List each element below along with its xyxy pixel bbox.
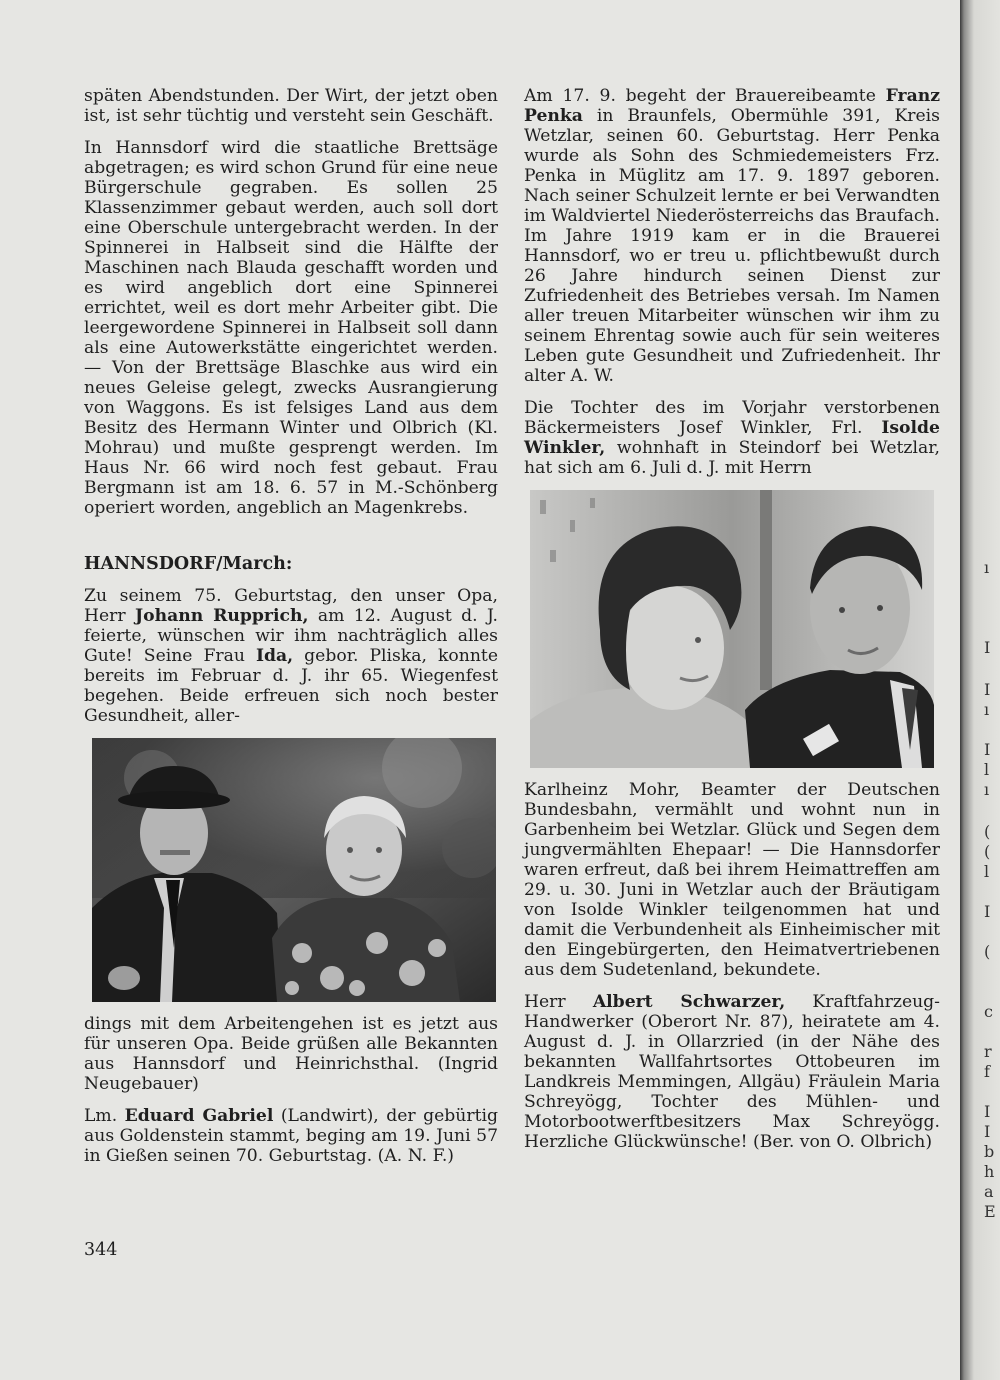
name-isolde-winkler: Isolde Winkler, xyxy=(524,418,940,458)
left-column xyxy=(84,86,498,1178)
adjacent-page-fragment: ı xyxy=(984,700,990,719)
adjacent-page-fragment: b xyxy=(984,1142,995,1161)
adjacent-page-fragment: I xyxy=(984,680,991,699)
adjacent-page-fragment: ı xyxy=(984,780,990,799)
page-number: 344 xyxy=(84,1240,118,1260)
adjacent-page-edge xyxy=(960,0,1000,1380)
paragraph-gabriel: Lm. Eduard Gabriel (Landwirt), der gebürtig aus Goldenstein stammt, beging am 19. Juni 57 in Gießen seinen 70. Geburtstag. (A. N. F.) xyxy=(84,1106,498,1166)
paragraph: dings mit dem Arbeitengehen ist es jetzt aus für unseren Opa. Beide grüßen alle Bekannten aus Hannsdorf und Heinrichsthal. (Ingrid Neugebauer) xyxy=(84,1014,498,1094)
name-albert-schwarzer: Albert Schwarzer, xyxy=(592,992,786,1012)
name-ida: Ida, xyxy=(255,646,294,666)
adjacent-page-fragment: ( xyxy=(984,942,991,961)
adjacent-page-fragment: ( xyxy=(984,842,991,861)
adjacent-page-fragment: I xyxy=(984,902,991,921)
name-franz-penka: Franz Penka xyxy=(524,86,940,126)
adjacent-page-fragment: ı xyxy=(984,558,990,577)
adjacent-page-fragment: h xyxy=(984,1162,995,1181)
adjacent-page-fragment: f xyxy=(984,1062,990,1081)
adjacent-page-fragment: ( xyxy=(984,822,991,841)
adjacent-page-fragment: c xyxy=(984,1002,993,1021)
adjacent-page-fragment: I xyxy=(984,638,991,657)
paragraph-winkler: Die Tochter des im Vorjahr verstorbenen Bäckermeisters Josef Winkler, Frl. Isolde Winkler, wohnhaft in Steindorf bei Wetzlar, hat sich am 6. Juli d. J. mit Herrn xyxy=(524,398,940,478)
wedding-couple-photo xyxy=(530,490,934,768)
paragraph: späten Abendstunden. Der Wirt, der jetzt oben ist, ist sehr tüchtig und versteht sein Geschäft. xyxy=(84,86,498,126)
adjacent-page-fragment: r xyxy=(984,1042,992,1061)
paragraph: In Hannsdorf wird die staatliche Brettsäge abgetragen; es wird schon Grund für eine neue Bürgerschule gegraben. Es sollen 25 Klassenzimmer gebaut werden, auch soll dort eine Oberschule untergebracht werden. In der Spinnerei in Halbseit sind die Hälfte der Maschinen nach Blauda geschafft worden und es wird angeblich dort eine Spinnerei errichtet, weil es dort mehr Arbeiter gibt. Die leergewordene Spinnerei in Halbseit soll dann als eine Autowerkstätte eingerichtet werden. — Von der Brettsäge Blaschke aus wird ein neues Geleise gelegt, zwecks Ausrangierung von Waggons. Es ist felsiges Land aus dem Besitz des Hermann Winter und Olbrich (Kl. Mohrau) und mußte gesprengt werden. Im Haus Nr. 66 wird noch fest gebaut. Frau Bergmann ist am 18. 6. 57 in M.-Schönberg operiert worden, angeblich an Magenkrebs. xyxy=(84,138,498,518)
adjacent-page-fragment: E xyxy=(984,1202,996,1221)
adjacent-page-fragment: I xyxy=(984,1122,991,1141)
adjacent-page-fragment: a xyxy=(984,1182,994,1201)
paragraph-penka: Am 17. 9. begeht der Brauereibeamte Franz Penka in Braunfels, Obermühle 391, Kreis Wetzlar, seinen 60. Geburtstag. Herr Penka wurde als Sohn des Schmiedemeisters Frz. Penka in Müglitz am 17. 9. 1897 geboren. Nach seiner Schulzeit lernte er bei Verwandten im Waldviertel Niederösterreichs das Braufach. Im Jahre 1919 kam er in die Brauerei Hannsdorf, wo er treu u. pflichtbewußt durch 26 Jahre hindurch seinen Dienst zur Zufriedenheit des Betriebes versah. Im Namen aller treuen Mitarbeiter wünschen wir ihm zu seinem Ehrentag sowie auch für sein weiteres Leben gute Gesundheit und Zufriedenheit. Ihr alter A. W. xyxy=(524,86,940,386)
paragraph-schwarzer: Herr Albert Schwarzer, Kraftfahrzeug-Handwerker (Oberort Nr. 87), heiratete am 4. August d. J. in Ollarzried (in der Nähe des bekannten Wallfahrtsortes Ottobeuren im Landkreis Memmingen, Allgäu) Fräulein Maria Schreyögg, Tochter des Mühlen- und Motorbootwerftbesitzers Max Schreyögg. Herzliche Glückwünsche! (Ber. von O. Olbrich) xyxy=(524,992,940,1152)
section-heading: HANNSDORF/March: xyxy=(84,554,293,574)
paragraph-rupprich: Zu seinem 75. Geburtstag, den unser Opa, Herr Johann Rupprich, am 12. August d. J. feierte, wünschen wir ihm nachträglich alles Gute! Seine Frau Ida, gebor. Pliska, konnte bereits im Februar d. J. ihr 65. Wiegenfest begehen. Beide erfreuen sich noch bester Gesundheit, aller- xyxy=(84,586,498,726)
right-column xyxy=(524,86,940,1164)
adjacent-page-fragment: l xyxy=(984,862,990,881)
name-johann-rupprich: Johann Rupprich, xyxy=(134,606,309,626)
adjacent-page-fragment: I xyxy=(984,740,991,759)
paragraph: Karlheinz Mohr, Beamter der Deutschen Bundesbahn, vermählt und wohnt nun in Garbenheim bei Wetzlar. Glück und Segen dem jungvermählten Ehepaar! — Die Hannsdorfer waren erfreut, daß bei ihrem Heimattreffen am 29. u. 30. Juni in Wetzlar auch der Bräutigam von Isolde Winkler teilgenommen hat und damit die Verbundenheit als Einheimischer mit den Eingebürgerten, den Heimatvertriebenen aus dem Sudetenland, bekundete. xyxy=(524,780,940,980)
name-eduard-gabriel: Eduard Gabriel xyxy=(124,1106,274,1126)
adjacent-page-fragment: l xyxy=(984,760,990,779)
couple-photo xyxy=(92,738,496,1002)
adjacent-page-fragment: I xyxy=(984,1102,991,1121)
